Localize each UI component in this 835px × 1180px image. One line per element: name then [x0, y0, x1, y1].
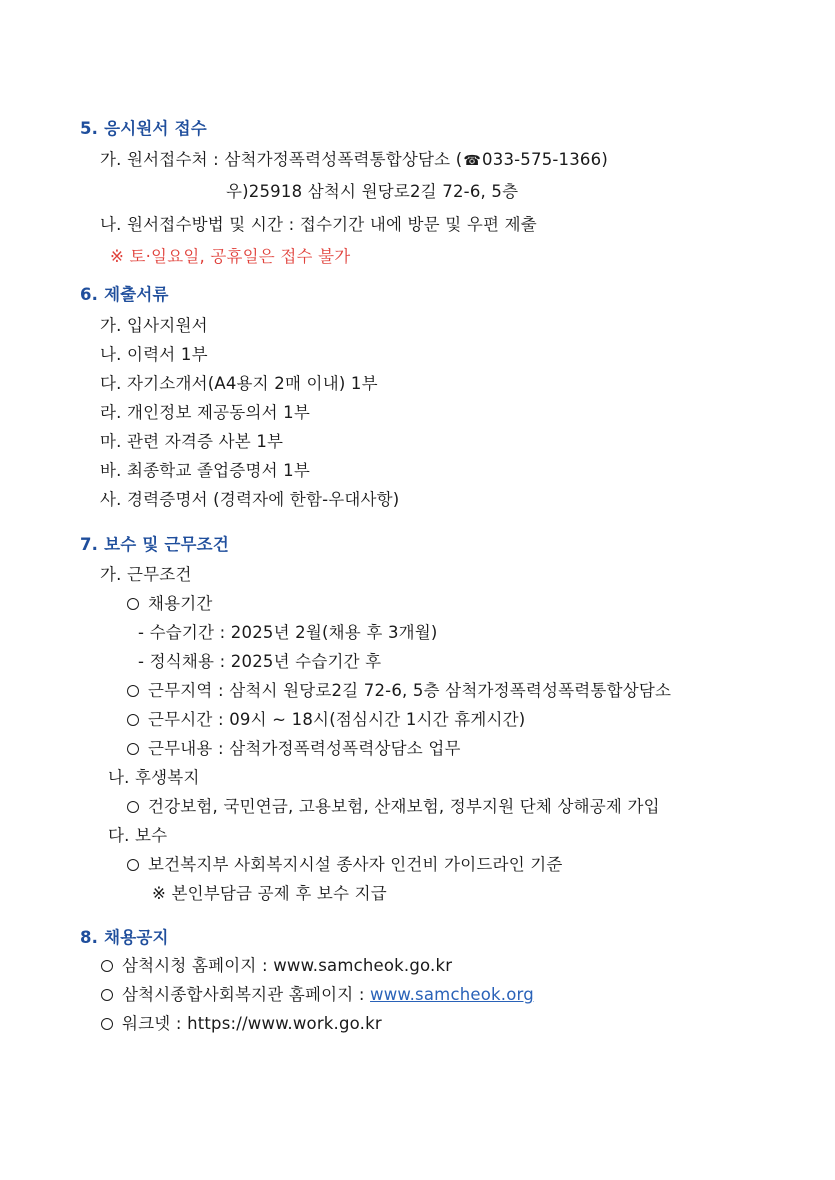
probation-period: - 수습기간 : 2025년 2월(채용 후 3개월)	[138, 623, 438, 642]
circle-bullet-icon	[127, 859, 139, 871]
circle-bullet-icon	[127, 685, 139, 697]
application-office	[100, 149, 608, 172]
notice-city-hall: 삼척시청 홈페이지 : www.samcheok.go.kr	[101, 955, 452, 977]
work-duty: 근무내용 : 삼척가정폭력성폭력상담소 업무	[127, 738, 461, 760]
circle-bullet-icon	[101, 1018, 113, 1030]
document-item: 마. 관련 자격증 사본 1부	[100, 432, 284, 451]
document-item: 바. 최종학교 졸업증명서 1부	[100, 461, 311, 480]
welfare-center-link[interactable]: www.samcheok.org	[370, 985, 534, 1004]
application-office-address: 우)25918 삼척시 원당로2길 72-6, 5층	[226, 182, 519, 201]
regular-employment: - 정식채용 : 2025년 수습기간 후	[138, 652, 382, 671]
circle-bullet-icon	[127, 801, 139, 813]
pay-label: 다. 보수	[108, 826, 168, 845]
document-item: 라. 개인정보 제공동의서 1부	[100, 403, 311, 422]
circle-bullet-icon	[127, 743, 139, 755]
circle-bullet-icon	[101, 960, 113, 972]
section-5-title: 5. 응시원서 접수	[80, 119, 207, 138]
application-office-label: 가. 원서접수처 : 삼척가정폭력성폭력통합상담소 (	[100, 150, 463, 169]
employment-period: 채용기간	[127, 593, 213, 615]
work-conditions-label: 가. 근무조건	[100, 565, 192, 584]
work-location: 근무지역 : 삼척시 원당로2길 72-6, 5층 삼척가정폭력성폭력통합상담소	[127, 680, 671, 702]
notice-worknet: 워크넷 : https://www.work.go.kr	[101, 1013, 382, 1035]
work-hours: 근무시간 : 09시 ~ 18시(점심시간 1시간 휴게시간)	[127, 709, 525, 731]
application-office-phone: 033-575-1366)	[482, 150, 608, 169]
section-8-title: 8. 채용공지	[80, 928, 169, 947]
document-item: 사. 경력증명서 (경력자에 한함-우대사항)	[100, 490, 400, 509]
application-method: 나. 원서접수방법 및 시간 : 접수기간 내에 방문 및 우편 제출	[100, 215, 537, 234]
welfare-label: 나. 후생복지	[108, 768, 200, 787]
circle-bullet-icon	[101, 989, 113, 1001]
holiday-note: ※ 토·일요일, 공휴일은 접수 불가	[110, 247, 351, 266]
pay-note: ※ 본인부담금 공제 후 보수 지급	[152, 884, 387, 903]
document-item: 다. 자기소개서(A4용지 2매 이내) 1부	[100, 374, 378, 393]
document-item: 가. 입사지원서	[100, 316, 208, 335]
circle-bullet-icon	[127, 598, 139, 610]
pay-detail: 보건복지부 사회복지시설 종사자 인건비 가이드라인 기준	[127, 854, 563, 876]
section-6-title: 6. 제출서류	[80, 285, 169, 304]
section-7-title: 7. 보수 및 근무조건	[80, 535, 229, 554]
notice-welfare-center: 삼척시종합사회복지관 홈페이지 : www.samcheok.org	[101, 984, 534, 1006]
telephone-icon: ☎	[463, 153, 482, 169]
document-item: 나. 이력서 1부	[100, 345, 208, 364]
circle-bullet-icon	[127, 714, 139, 726]
welfare-detail: 건강보험, 국민연금, 고용보험, 산재보험, 정부지원 단체 상해공제 가입	[127, 796, 660, 818]
